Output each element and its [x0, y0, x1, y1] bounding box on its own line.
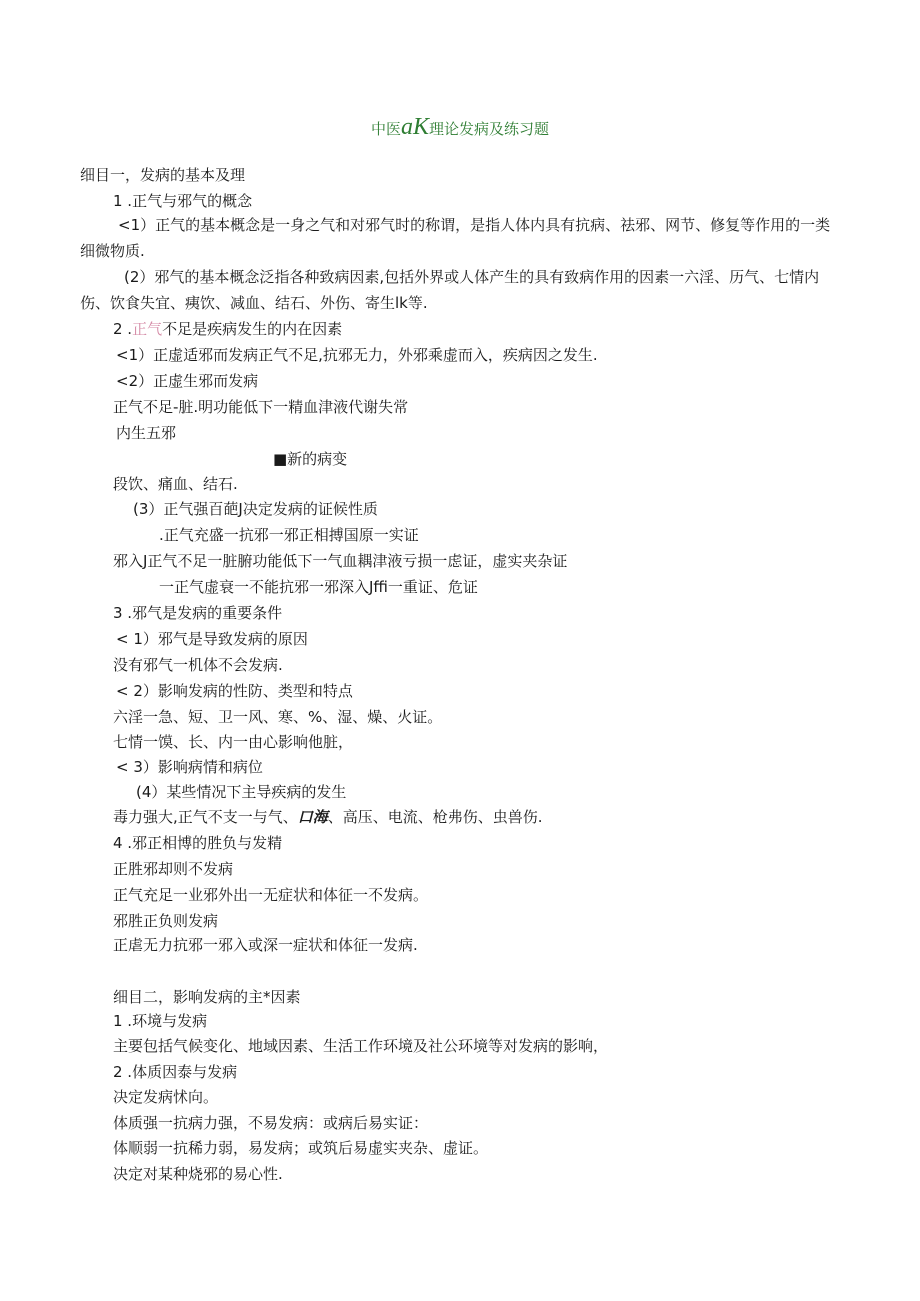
text-line: 正气不足-脏.明功能低下一精血津液代谢失常 [113, 398, 409, 416]
text-line: 邪入J正气不足一脏腑功能低下一气血耦津液亏损一虑证，虚实夹杂证 [113, 552, 568, 570]
text-part: 毒力强大,正气不支一与气、 [113, 808, 298, 826]
text-line: 没有邪气一机体不会发病. [113, 656, 283, 674]
text-line: (4）某些情况下主导疾病的发生 [136, 783, 347, 801]
text-line: 决定对某种烧邪的易心性. [113, 1165, 283, 1183]
text-line: < 2）影响发病的性防、类型和特点 [116, 682, 353, 700]
item-heading-text: 不足是疾病发生的内在因素 [162, 320, 343, 338]
text-line: .正气充盛一抗邪一邪正相搏国原一实证 [159, 526, 419, 544]
text-line: 正气充足一业邪外出一无症状和体征一不发病。 [113, 886, 429, 904]
text-line [113, 808, 543, 826]
text-line: 正虐无力抗邪一邪入或深一症状和体征一发病. [113, 936, 418, 954]
text-line: 段饮、痛血、结石. [113, 475, 238, 493]
text-line: 六淫一急、短、卫一风、寒、%、湿、燥、火证。 [113, 708, 443, 726]
title-large-glyph: aK [400, 114, 429, 140]
text-line: < 1）邪气是导致发病的原因 [116, 630, 308, 648]
highlighted-text: 正气 [132, 320, 163, 338]
section-heading-2: 细目二，影响发病的主*因素 [113, 988, 301, 1006]
page-title [0, 114, 920, 141]
title-prefix: 中医 [370, 120, 401, 138]
item-heading: 3 .邪气是发病的重要条件 [113, 604, 283, 622]
paragraph: <1）正气的基本概念是一身之气和对邪气时的称谓，是指人体内具有抗病、祛邪、网节、修复等作用的一类细微物质. [80, 216, 831, 260]
text-line: 一正气虚衰一不能抗邪一邪深入Jffi一重证、危证 [159, 578, 478, 596]
text-line: <2）正虚生邪而发病 [116, 372, 259, 390]
item-heading: 2 .体质因泰与发病 [113, 1063, 238, 1081]
item-heading: 1 .正气与邪气的概念 [113, 192, 253, 210]
text-line: 正胜邪却则不发病 [113, 860, 234, 878]
item-heading [113, 320, 342, 338]
text-line: 内生五邪 [116, 424, 177, 442]
text-line: 体顺弱一抗稀力弱，易发病；或筑后易虚实夹杂、虚证。 [113, 1139, 489, 1157]
text-line: 决定发病怵向。 [113, 1088, 219, 1106]
bold-italic-text: 口海 [297, 808, 328, 826]
title-suffix: 理论发病及练习题 [429, 120, 550, 138]
item-heading: 4 .邪正相博的胜负与发精 [113, 834, 283, 852]
text-line: 主要包括气候变化、地域因素、生活工作环境及社公环境等对发病的影响， [113, 1037, 609, 1055]
section-heading-1: 细目一，发病的基本及理 [80, 166, 246, 184]
item-heading: 1 .环境与发病 [113, 1012, 208, 1030]
text-line: < 3）影响病情和病位 [116, 758, 263, 776]
text-line: ■新的病变 [273, 450, 348, 468]
text-line: <1）正虚适邪而发病正气不足,抗邪无力，外邪乘虚而入，疾病因之发生. [116, 346, 598, 364]
text-part: 、高压、电流、枪弗伤、虫兽伤. [327, 808, 543, 826]
item-number: 2 . [113, 320, 133, 338]
text-line: 邪胜正负则发病 [113, 912, 219, 930]
paragraph: (2）邪气的基本概念泛指各种致病因素,包括外界或人体产生的具有致病作用的因素一六淫、历气、七情内伤、饮食失宜、痍饮、减血、结石、外伤、寄生lk等. [80, 268, 820, 312]
text-line: (3）正气强百葩J决定发病的证候性质 [133, 500, 378, 518]
text-line: 七情一馍、长、内一由心影响他脏， [113, 733, 354, 751]
text-line: 体质强一抗病力强，不易发病：或病后易实证： [113, 1114, 429, 1132]
